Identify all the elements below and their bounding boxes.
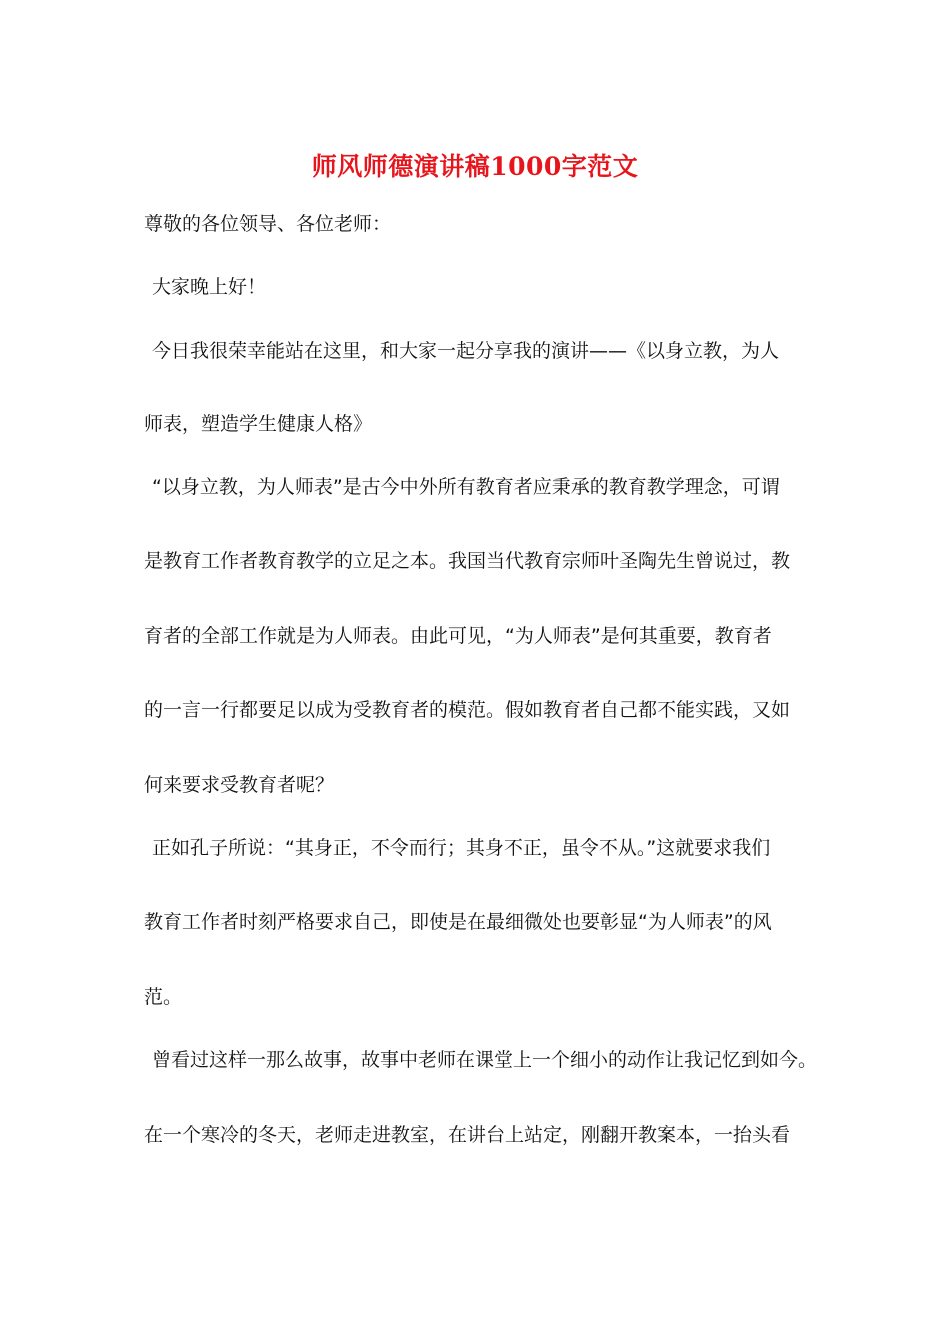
greeting-line: 大家晚上好！ [152,276,267,298]
paragraph-line: “以身立教，为人师表”是古今中外所有教育者应秉承的教育教学理念，可谓 [152,476,780,498]
document-title: 师风师德演讲稿1000字范文 [311,152,639,181]
paragraph-line: 范。 [144,986,183,1008]
paragraph-line: 师表，塑造学生健康人格》 [144,413,373,435]
paragraph-line: 曾看过这样一那么故事，故事中老师在课堂上一个细小的动作让我记忆到如今。 [152,1049,818,1071]
paragraph-line: 正如孔子所说：“其身正，不令而行；其身不正，虽令不从。”这就要求我们 [152,837,771,859]
paragraph-line: 在一个寒冷的冬天，老师走进教室，在讲台上站定，刚翻开教案本，一抬头看 [144,1124,791,1146]
paragraph-line: 的一言一行都要足以成为受教育者的模范。假如教育者自己都不能实践，又如 [144,699,791,721]
salutation-line: 尊敬的各位领导、各位老师： [144,213,392,235]
paragraph-line: 今日我很荣幸能站在这里，和大家一起分享我的演讲——《以身立教，为人 [152,340,780,362]
paragraph-line: 教育工作者时刻严格要求自己，即使是在最细微处也要彰显“为人师表”的风 [144,911,772,933]
paragraph-line: 何来要求受教育者呢？ [144,774,335,796]
paragraph-line: 育者的全部工作就是为人师表。由此可见，“为人师表”是何其重要，教育者 [144,625,772,647]
paragraph-line: 是教育工作者教育教学的立足之本。我国当代教育宗师叶圣陶先生曾说过，教 [144,550,791,572]
